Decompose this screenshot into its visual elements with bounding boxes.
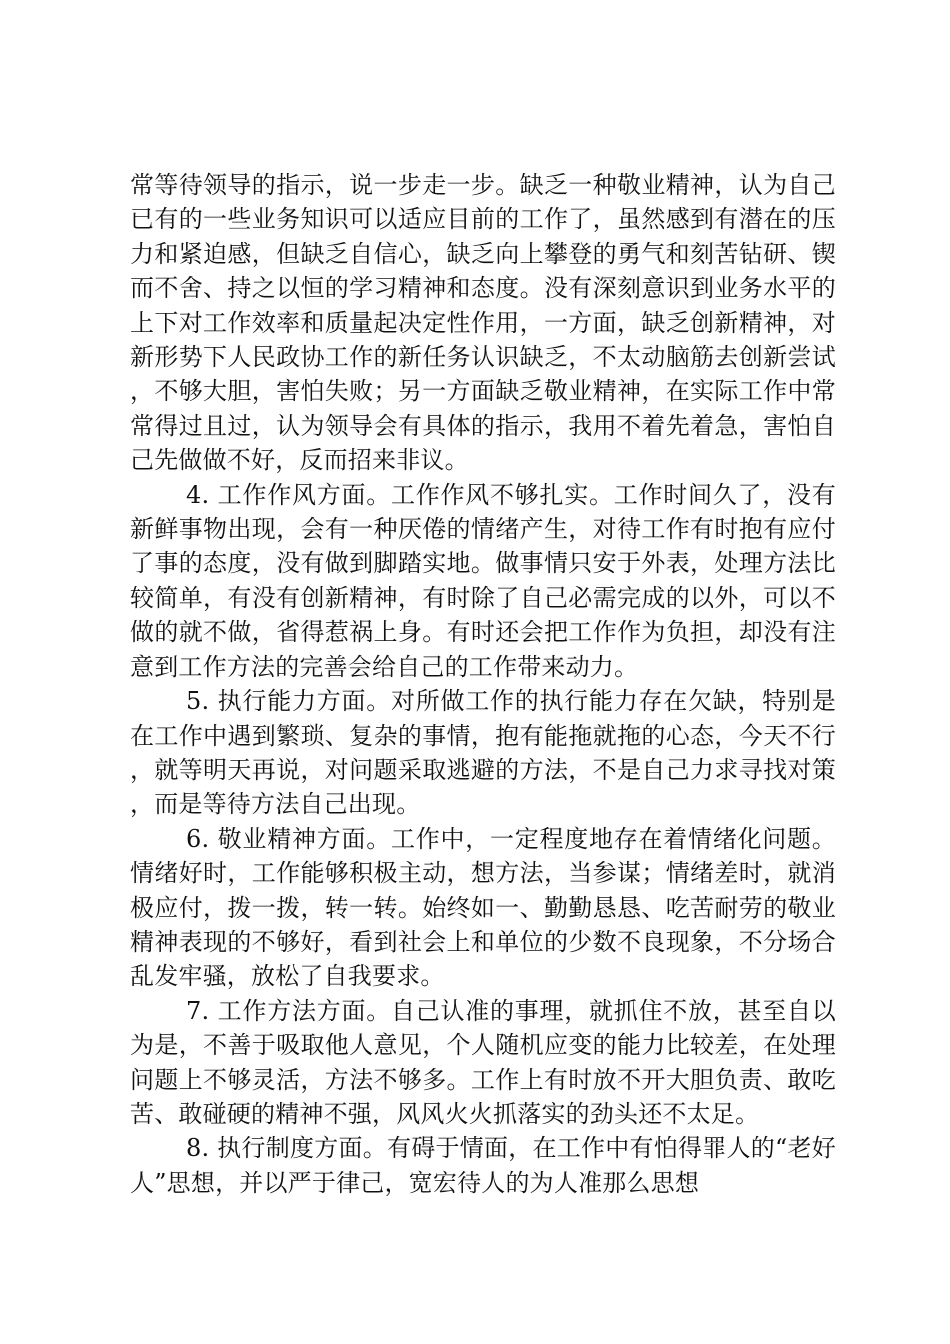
paragraph-execution-ability: 5. 执行能力方面。对所做工作的执行能力存在欠缺，特别是在工作中遇到繁琐、复杂的事情，抱有能拖就拖的心态，今天不行，就等明天再说，对问题采取逃避的方法，不是自己力求寻找对策，而是等待方法自己出现。 xyxy=(130,687,836,819)
document-body xyxy=(130,168,836,1200)
paragraph-rule-execution: 8. 执行制度方面。有碍于情面，在工作中有怕得罪人的“老好人”思想，并以严于律己，宽宏待人的为人准那么思想 xyxy=(130,1134,836,1197)
paragraph-dedication: 6. 敬业精神方面。工作中，一定程度地存在着情绪化问题。情绪好时，工作能够积极主动，想方法，当参谋；情绪差时，就消极应付，拨一拨，转一转。始终如一、勤勤恳恳、吃苦耐劳的敬业精神表现的不够好，看到社会上和单位的少数不良现象，不分场合乱发牢骚，放松了自我要求。 xyxy=(130,824,836,991)
paragraph-work-method: 7. 工作方法方面。自己认准的事理，就抓住不放，甚至自以为是，不善于吸取他人意见，个人随机应变的能力比较差，在处理问题上不够灵活，方法不够多。工作上有时放不开大胆负责、敢吃苦、敢碰硬的精神不强，风风火火抓落实的劲头还不太足。 xyxy=(130,996,836,1128)
paragraph-work-style: 4. 工作作风方面。工作作风不够扎实。工作时间久了，没有新鲜事物出现，会有一种厌倦的情绪产生，对待工作有时抱有应付了事的态度，没有做到脚踏实地。做事情只安于外表，处理方法比较简单，有没有创新精神，有时除了自己必需完成的以外，可以不做的就不做，省得惹祸上身。有时还会把工作作为负担，却没有注意到工作方法的完善会给自己的工作带来动力。 xyxy=(130,480,836,681)
paragraph-continuation: 常等待领导的指示，说一步走一步。缺乏一种敬业精神，认为自己已有的一些业务知识可以适应目前的工作了，虽然感到有潜在的压力和紧迫感，但缺乏自信心，缺乏向上攀登的勇气和刻苦钻研、锲而不舍、持之以恒的学习精神和态度。没有深刻意识到业务水平的上下对工作效率和质量起决定性作用，一方面，缺乏创新精神，对新形势下人民政协工作的新任务认识缺乏，不太动脑筋去创新尝试，不够大胆，害怕失败；另一方面缺乏敬业精神，在实际工作中常常得过且过，认为领导会有具体的指示，我用不着先着急，害怕自己先做做不好，反而招来非议。 xyxy=(130,171,836,475)
